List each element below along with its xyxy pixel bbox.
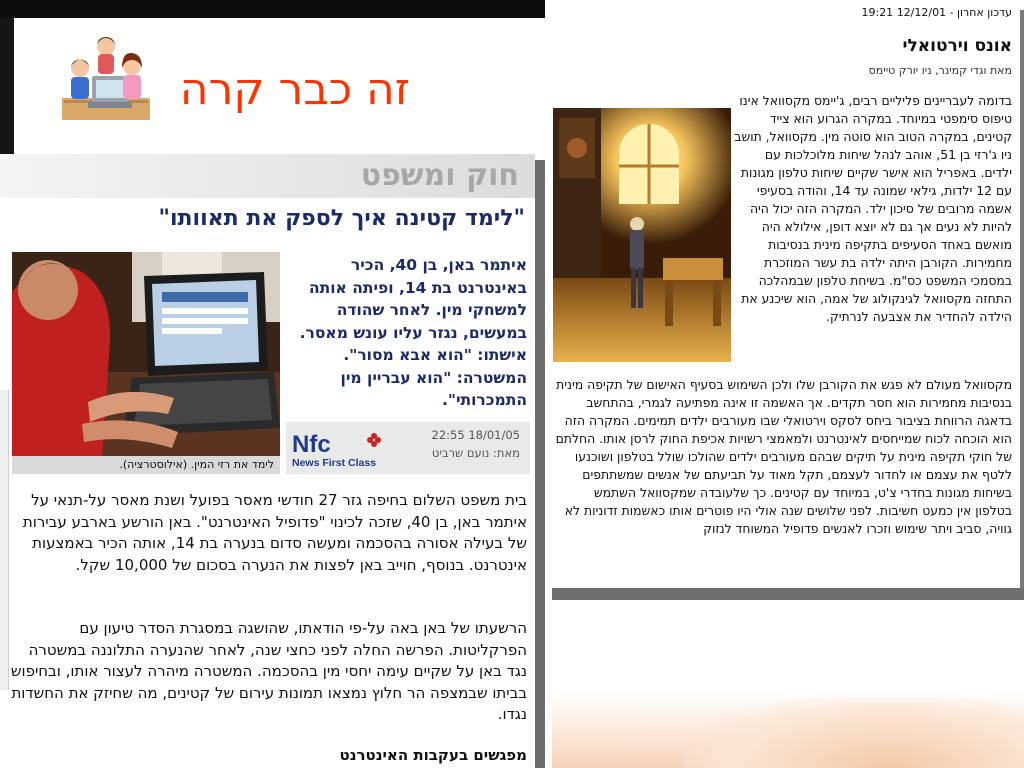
article-headline: "לימד קטינה איך לספק את תאוותו" (158, 206, 525, 231)
child-window-photo (553, 108, 731, 362)
section-header (0, 154, 535, 198)
right-article (545, 0, 1020, 590)
right-clip-bottom-edge (552, 588, 1024, 600)
article-date: 22:55 18/01/05 (431, 428, 520, 442)
laptop-photo (12, 252, 280, 456)
logo-name: Nfc (292, 431, 331, 458)
logo-tagline: News First Class (292, 457, 377, 469)
dark-top-strip (0, 0, 545, 18)
left-article (0, 154, 535, 768)
article-lead: איתמר באן, בן 40, הכיר באינטרנט בת 14, ופיתה אותה למשחקי מין. לאחר שהודה במעשים, נגזר עליו עונש מאסר. אישתו: "הוא אבא מסור". המשטרה: "הוא עבריין מין התמכרותי". (299, 256, 527, 409)
article-paragraph: מקסוואל מעולם לא פגש את הקורבן שלו ולכן השימוש בסעיף האישום של תקיפה מינית בנסיבות מחמירות הוא חסר תקדים. אך האשמה זו אינה מפתיעה לגמרי, בהתחשב בדאגה הרווחת בציבור ביחס לסקס וירטואלי שבו מעורבים ילדים תמימים. המקרה הזה הוא הוכחה לכוח שמייחסים לאינטרנט ולמאמצי רשויות אכיפת החוק לרסן אותו. החלתם של חוקי תקיפה מינית על תיקים שבהם מעורבים ילדים שהולכו שולל בטלפון ושוכנעו ללטף את עצמם או לחדור לעצמם, תקל מאוד על תביעתם של אנשים שמשתתפים בשיחות מגונות בחדרי צ'ט, במיוחד עם קטינים. כך שלעובדה שמקסוואל השתמש בטלפון אין כמעט חשיבות. לפני שלושים שנה אולי היו פוטרים אותו כאשמות זדוניות לא גוויה, סביב ויתר שימוש וזכרו לאנשים פדופיל המשוחד לנזוק (555, 377, 1012, 536)
article-paragraph: הרשעתו של באן באה על-פי הודאתו, שהושגה במסגרת הסדר טיעון עם הפרקליטות. הפרשה החלה לפני כחצי שנה, לאחר שהנערה התלוננה במשטרה נגד באן על שקיים עימה יחסי מין בהסכמה. המשטרה מיהרה לעצור אותו, ובחיפוש בביתו שבמצפה הר חלוץ נמצאו תמונות עירום של קטינים, מה שחיזק את החשדות נגדו. (10, 619, 527, 723)
left-edge-fragment (0, 390, 9, 690)
kids-computer-icon (58, 32, 154, 124)
last-updated: עדכון אחרון - 12/12/01 19:21 (861, 6, 1012, 19)
article-paragraph: בית משפט השלום בחיפה גזר 27 חודשי מאסר בפועל ושנת מאסר על-תנאי על איתמר באן, בן 40, שזכה לכינוי "פדופיל האינטרנט". באן הורשע בארבע עבירות של בעילה אסורה בהסכמה ומעשה סדום בנערה בת 14, אותה הכיר באמצעות אינטרנט. בנוסף, חוייב באן לפצות את הנערה בסכום של 10,000 שקל. (22, 491, 527, 574)
photo-caption: לימד את רזי המין. (אילוסטרציה). (12, 456, 280, 474)
article-author: מאת: נועם שרביט (431, 446, 520, 460)
slide-title: זה כבר קרה (179, 64, 410, 115)
section-title: חוק ומשפט (360, 158, 519, 193)
article-paragraph: בדומה לעבריינים פליליים רבים, ג'יימס מקסוואל אינו טיפוס סימפטי במיוחד. במקרה הגרוע הוא צייד קטינים, במקרה הטוב הוא סוטה מין. מקסוואל, תושב ניו ג'רזי בן 51, אוהב לנהל שיחות מלוכלכות עם ילדים. באפריל הוא אישר שקיים שיחות טלפון מגונות עם 12 ילדות, גילאי שמונה עד 14, והודה בסעיפי אשמה מרובים של סיכון ילד. המקרה הזה יכול היה להיות לא נעים אך גם לא יוצא דופן, אילולא היה מואשם באחד הסעיפים בתקיפה מינית בנסיבות מחמירות. הקורבן היתה ילדה בת עשר המוזכרת במסמכי המשפט כס"מ. בשיחת טלפון שבמהלכה התחזה מקסוואל לגינקולוג של אמה, הוא שיכנע את הילדה להחדיר את אצבעה לנרתיק. (734, 93, 1012, 324)
article-byline: מאת וגדי קמינר, ניו יורק טיימס (868, 64, 1012, 77)
nfc-logo (290, 430, 386, 470)
article-subheading: מפגשים בעקבות האינטרנט (339, 746, 527, 764)
background-glow (552, 600, 1024, 768)
dark-left-strip (0, 18, 14, 154)
source-box (286, 422, 530, 474)
gap-strip (545, 600, 552, 768)
article-headline: אונס וירטואלי (902, 36, 1012, 56)
